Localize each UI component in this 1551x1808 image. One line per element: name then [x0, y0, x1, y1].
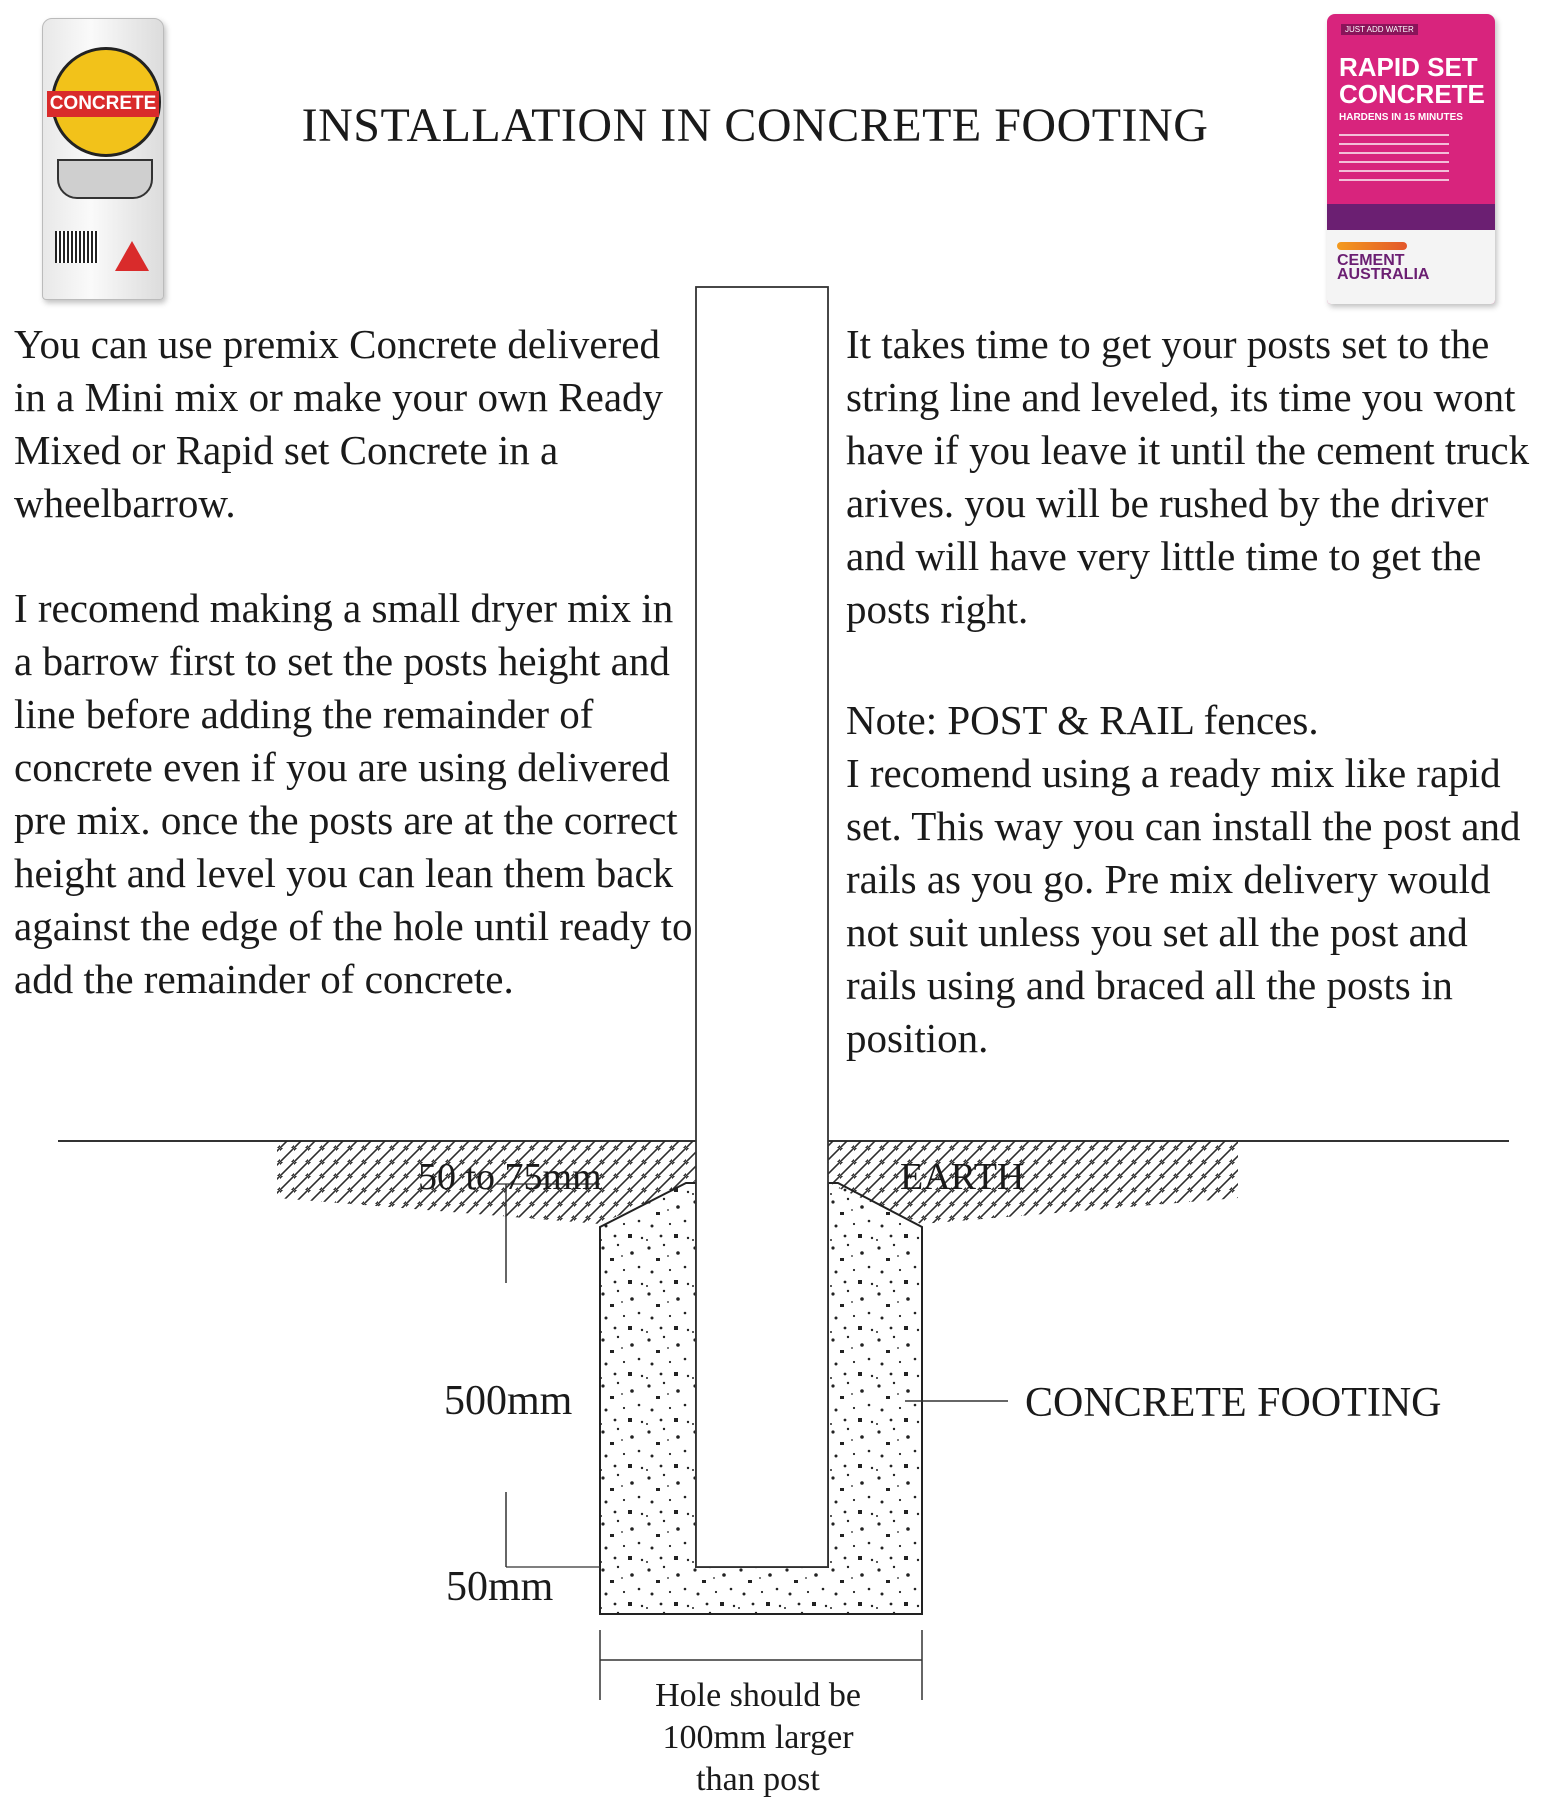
bag-product-name: RAPID SET CONCRETE [1339, 52, 1485, 109]
bag-brand-name: CEMENT AUSTRALIA [1337, 252, 1430, 283]
hole-note-line-3: than post [696, 1761, 820, 1798]
right-paragraph-1: It takes time to get your posts set to the string line and leveled, its time you wont have if you leave it until the cement truck arives. you will be rushed by the driver and will have very little time to get the posts right. [846, 321, 1530, 632]
top-gap-label: 50 to 75mm [418, 1156, 602, 1198]
right-paragraph-2: I recomend using a ready mix like rapid set. This way you can install the post and rails as you go. Pre mix delivery would not suit unless you set all the post and rails using and braced all the posts in position. [846, 750, 1521, 1061]
hole-note-line-1: Hole should be [655, 1677, 861, 1714]
page-title: INSTALLATION IN CONCRETE FOOTING [301, 99, 1209, 152]
left-paragraph-1: You can use premix Concrete delivered in a Mini mix or make your own Ready Mixed or Rapid set Concrete in a wheelbarrow. [14, 321, 664, 526]
fence-post [696, 287, 828, 1567]
depth-label: 500mm [444, 1378, 573, 1424]
right-note-heading: Note: POST & RAIL fences. [846, 697, 1319, 743]
bag-brand-label: CONCRETE [47, 91, 159, 117]
left-paragraph-2: I recomend making a small dryer mix in a barrow first to set the posts height and line before adding the remainder of concrete even if you are using delivered pre mix. once the posts are at the correct height and level you can lean them back against the edge of the hole until ready to add the remainder of concrete. [14, 585, 693, 1002]
earth-label: EARTH [900, 1156, 1025, 1198]
bag-top-label: JUST ADD WATER [1341, 24, 1418, 35]
bottom-label: 50mm [446, 1564, 554, 1610]
bag-product-subtitle: HARDENS IN 15 MINUTES [1339, 112, 1463, 123]
footing-label: CONCRETE FOOTING [1025, 1380, 1442, 1426]
hole-note-line-2: 100mm larger [662, 1719, 854, 1756]
